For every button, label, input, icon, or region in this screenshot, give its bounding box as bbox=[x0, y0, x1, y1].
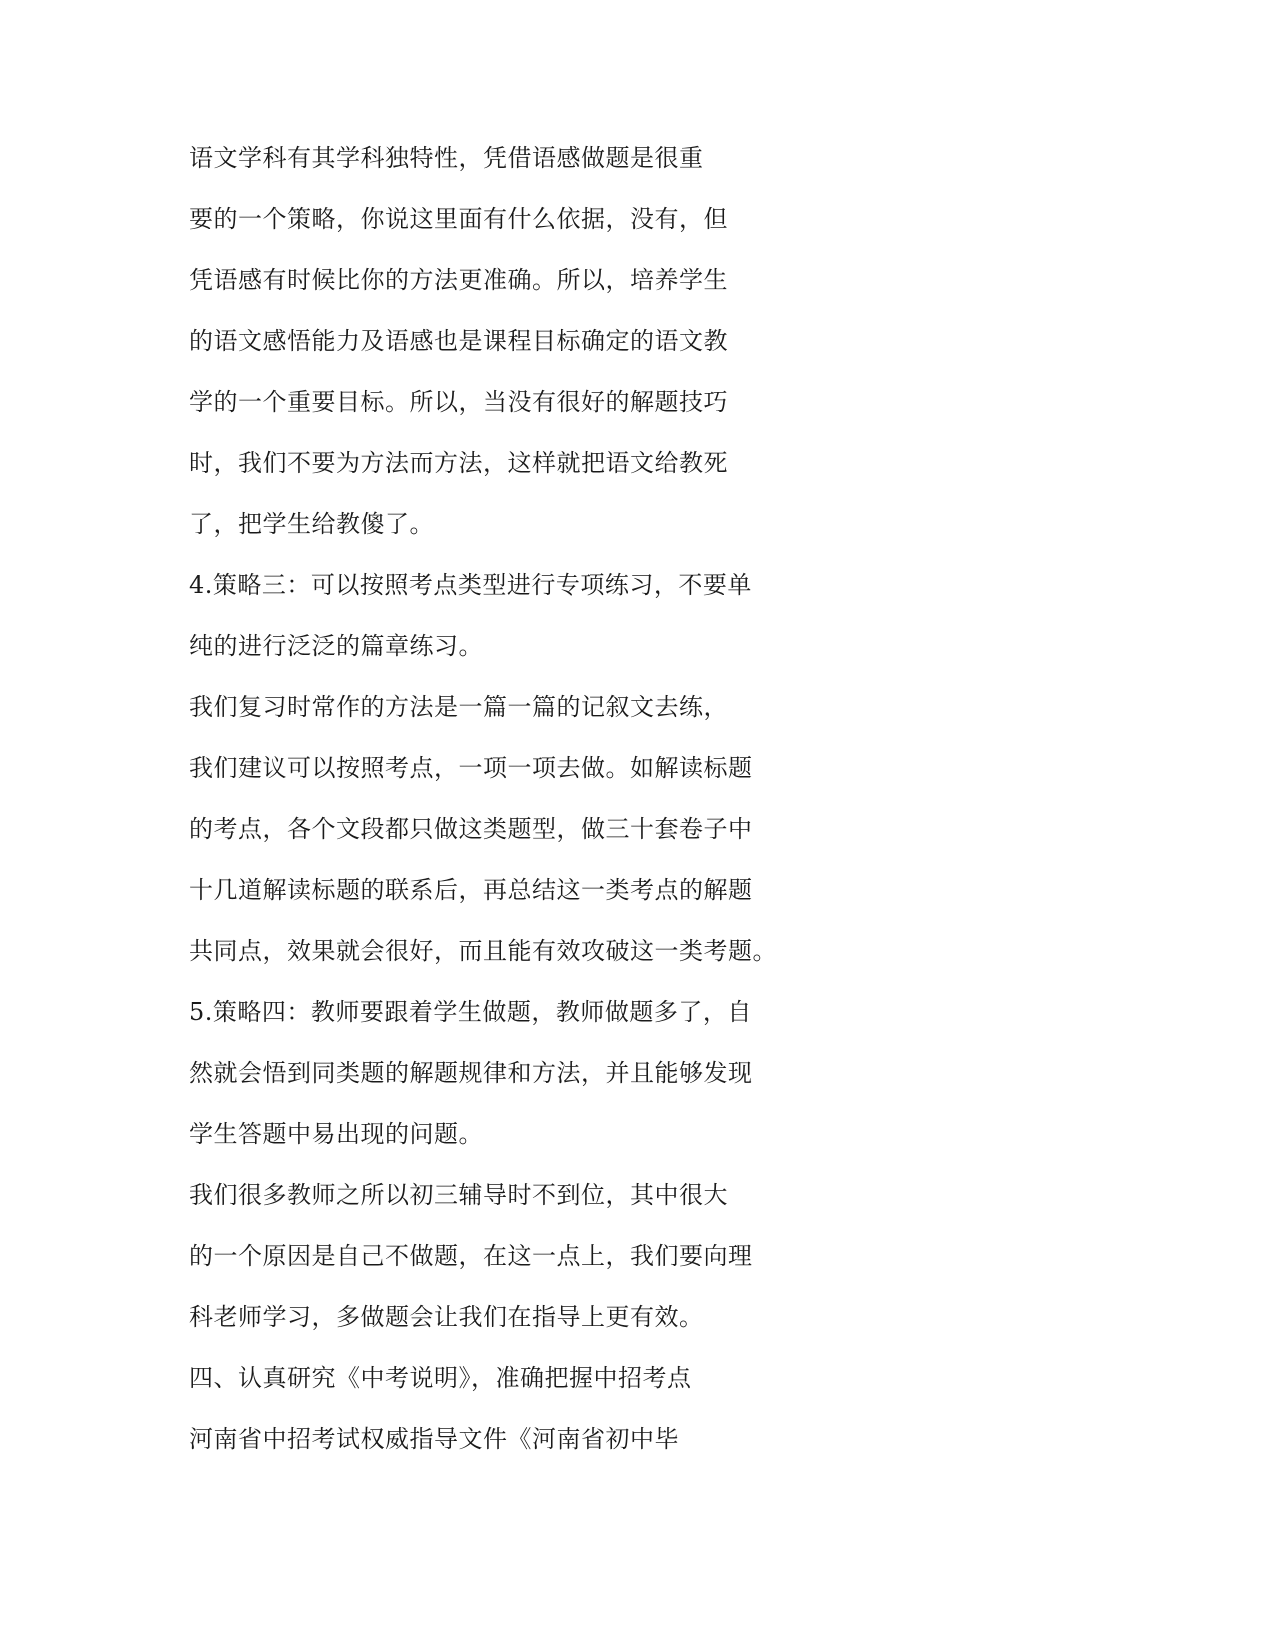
text-line: 河南省中招考试权威指导文件《河南省初中毕 bbox=[189, 1425, 679, 1453]
text-line: 语文学科有其学科独特性，凭借语感做题是很重 bbox=[189, 144, 704, 172]
text-line: 要的一个策略，你说这里面有什么依据，没有，但 bbox=[189, 205, 728, 233]
text-line: 的语文感悟能力及语感也是课程目标确定的语文教 bbox=[189, 327, 728, 355]
text-line: 的考点，各个文段都只做这类题型，做三十套卷子中 bbox=[189, 815, 753, 843]
text-line: 学的一个重要目标。所以，当没有很好的解题技巧 bbox=[189, 388, 728, 416]
text-line: 我们复习时常作的方法是一篇一篇的记叙文去练， bbox=[189, 693, 728, 721]
text-line: 十几道解读标题的联系后，再总结这一类考点的解题 bbox=[189, 876, 753, 904]
text-line: 科老师学习，多做题会让我们在指导上更有效。 bbox=[189, 1303, 704, 1331]
text-line: 我们建议可以按照考点，一项一项去做。如解读标题 bbox=[189, 754, 753, 782]
text-line: 然就会悟到同类题的解题规律和方法，并且能够发现 bbox=[189, 1059, 753, 1087]
text-line: 我们很多教师之所以初三辅导时不到位，其中很大 bbox=[189, 1181, 728, 1209]
body-text bbox=[189, 141, 909, 1483]
strategy-four-heading: 5.策略四：教师要跟着学生做题，教师做题多了，自 bbox=[189, 998, 752, 1026]
section-four-heading: 四、认真研究《中考说明》，准确把握中招考点 bbox=[189, 1364, 692, 1392]
text-line: 共同点，效果就会很好，而且能有效攻破这一类考题。 bbox=[189, 937, 777, 965]
text-line: 凭语感有时候比你的方法更准确。所以，培养学生 bbox=[189, 266, 728, 294]
text-line: 学生答题中易出现的问题。 bbox=[189, 1120, 483, 1148]
text-line: 的一个原因是自己不做题，在这一点上，我们要向理 bbox=[189, 1242, 753, 1270]
text-line: 时，我们不要为方法而方法，这样就把语文给教死 bbox=[189, 449, 728, 477]
text-line: 纯的进行泛泛的篇章练习。 bbox=[189, 632, 483, 660]
text-line: 了，把学生给教傻了。 bbox=[189, 510, 434, 538]
strategy-three-heading: 4.策略三：可以按照考点类型进行专项练习，不要单 bbox=[189, 571, 752, 599]
